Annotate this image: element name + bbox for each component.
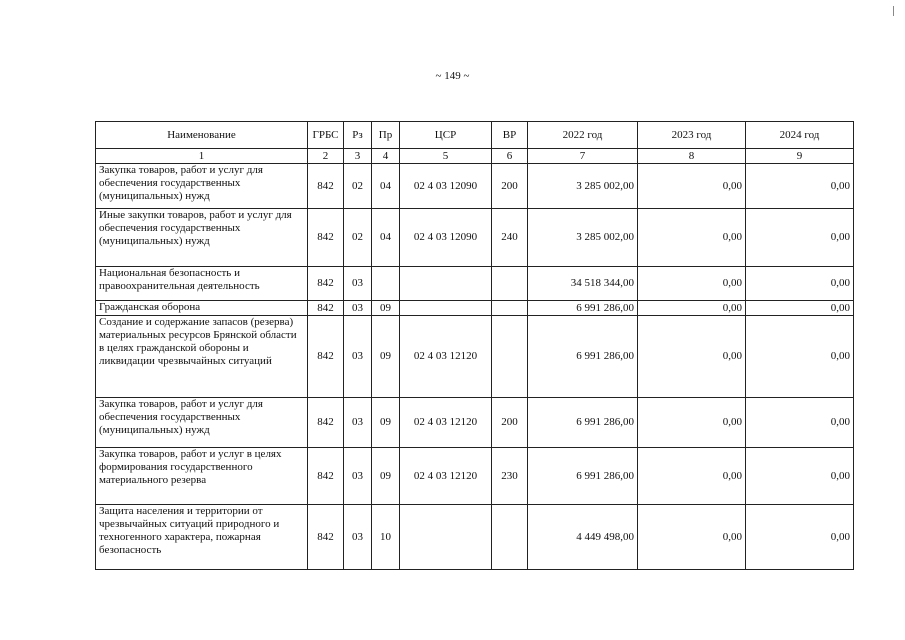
column-number: 6 xyxy=(492,149,528,164)
row-pr: 09 xyxy=(372,301,400,316)
row-grbs: 842 xyxy=(308,505,344,570)
row-pr: 09 xyxy=(372,448,400,505)
row-vr xyxy=(492,267,528,301)
column-number: 4 xyxy=(372,149,400,164)
row-rz: 03 xyxy=(344,267,372,301)
column-number: 8 xyxy=(638,149,746,164)
row-amount-2022: 6 991 286,00 xyxy=(528,448,638,505)
table-row xyxy=(96,301,854,316)
row-amount-2022: 6 991 286,00 xyxy=(528,316,638,398)
row-amount-2022: 3 285 002,00 xyxy=(528,209,638,267)
row-pr: 09 xyxy=(372,316,400,398)
row-rz: 03 xyxy=(344,398,372,448)
row-grbs: 842 xyxy=(308,316,344,398)
row-amount-2023: 0,00 xyxy=(638,505,746,570)
table-row xyxy=(96,164,854,209)
row-amount-2023: 0,00 xyxy=(638,448,746,505)
row-vr: 200 xyxy=(492,164,528,209)
row-pr: 04 xyxy=(372,164,400,209)
row-name: Закупка товаров, работ и услуг в целях формирования государственного материального резерва xyxy=(96,448,308,505)
table-row xyxy=(96,267,854,301)
row-amount-2024: 0,00 xyxy=(746,505,854,570)
row-grbs: 842 xyxy=(308,301,344,316)
row-amount-2023: 0,00 xyxy=(638,316,746,398)
row-amount-2024: 0,00 xyxy=(746,164,854,209)
column-number: 5 xyxy=(400,149,492,164)
row-name: Создание и содержание запасов (резерва) материальных ресурсов Брянской области в целях гражданской обороны и ликвидации чрезвычайных ситуаций xyxy=(96,316,308,398)
scan-edge-mark xyxy=(893,6,894,16)
row-amount-2023: 0,00 xyxy=(638,209,746,267)
row-amount-2022: 6 991 286,00 xyxy=(528,398,638,448)
row-amount-2024: 0,00 xyxy=(746,316,854,398)
page-number: ~ 149 ~ xyxy=(435,70,470,82)
row-csr: 02 4 03 12090 xyxy=(400,209,492,267)
row-amount-2022: 6 991 286,00 xyxy=(528,301,638,316)
row-grbs: 842 xyxy=(308,267,344,301)
column-number-row xyxy=(96,149,854,164)
row-amount-2022: 4 449 498,00 xyxy=(528,505,638,570)
row-csr: 02 4 03 12090 xyxy=(400,164,492,209)
row-rz: 02 xyxy=(344,164,372,209)
row-name: Национальная безопасность и правоохранительная деятельность xyxy=(96,267,308,301)
row-amount-2024: 0,00 xyxy=(746,448,854,505)
row-rz: 03 xyxy=(344,505,372,570)
header-csr: ЦСР xyxy=(400,122,492,149)
table-row xyxy=(96,448,854,505)
header-rz: Рз xyxy=(344,122,372,149)
row-amount-2023: 0,00 xyxy=(638,267,746,301)
table-row xyxy=(96,505,854,570)
row-amount-2023: 0,00 xyxy=(638,398,746,448)
row-vr xyxy=(492,301,528,316)
row-amount-2022: 34 518 344,00 xyxy=(528,267,638,301)
row-pr: 04 xyxy=(372,209,400,267)
row-rz: 03 xyxy=(344,301,372,316)
header-year-2024: 2024 год xyxy=(746,122,854,149)
row-vr xyxy=(492,505,528,570)
row-rz: 02 xyxy=(344,209,372,267)
row-vr: 200 xyxy=(492,398,528,448)
column-number: 3 xyxy=(344,149,372,164)
row-amount-2022: 3 285 002,00 xyxy=(528,164,638,209)
row-grbs: 842 xyxy=(308,398,344,448)
row-name: Защита населения и территории от чрезвычайных ситуаций природного и техногенного характера, пожарная безопасность xyxy=(96,505,308,570)
row-csr: 02 4 03 12120 xyxy=(400,448,492,505)
column-number: 7 xyxy=(528,149,638,164)
row-csr xyxy=(400,505,492,570)
header-pr: Пр xyxy=(372,122,400,149)
row-csr: 02 4 03 12120 xyxy=(400,398,492,448)
row-pr: 09 xyxy=(372,398,400,448)
column-number: 9 xyxy=(746,149,854,164)
table-row xyxy=(96,398,854,448)
header-name: Наименование xyxy=(96,122,308,149)
row-vr: 240 xyxy=(492,209,528,267)
column-number: 1 xyxy=(96,149,308,164)
row-name: Закупка товаров, работ и услуг для обеспечения государственных (муниципальных) нужд xyxy=(96,164,308,209)
row-vr xyxy=(492,316,528,398)
header-year-2023: 2023 год xyxy=(638,122,746,149)
header-year-2022: 2022 год xyxy=(528,122,638,149)
header-vr: ВР xyxy=(492,122,528,149)
row-rz: 03 xyxy=(344,448,372,505)
table-row xyxy=(96,209,854,267)
row-amount-2023: 0,00 xyxy=(638,301,746,316)
row-amount-2024: 0,00 xyxy=(746,301,854,316)
row-amount-2024: 0,00 xyxy=(746,209,854,267)
row-grbs: 842 xyxy=(308,448,344,505)
row-amount-2023: 0,00 xyxy=(638,164,746,209)
row-csr: 02 4 03 12120 xyxy=(400,316,492,398)
row-name: Гражданская оборона xyxy=(96,301,308,316)
row-csr xyxy=(400,267,492,301)
header-grbs: ГРБС xyxy=(308,122,344,149)
row-name: Иные закупки товаров, работ и услуг для обеспечения государственных (муниципальных) нужд xyxy=(96,209,308,267)
row-amount-2024: 0,00 xyxy=(746,398,854,448)
column-number: 2 xyxy=(308,149,344,164)
row-grbs: 842 xyxy=(308,209,344,267)
row-amount-2024: 0,00 xyxy=(746,267,854,301)
table-row xyxy=(96,316,854,398)
row-grbs: 842 xyxy=(308,164,344,209)
header-row xyxy=(96,122,854,149)
row-rz: 03 xyxy=(344,316,372,398)
row-vr: 230 xyxy=(492,448,528,505)
row-csr xyxy=(400,301,492,316)
row-name: Закупка товаров, работ и услуг для обеспечения государственных (муниципальных) нужд xyxy=(96,398,308,448)
budget-table xyxy=(95,121,854,570)
row-pr: 10 xyxy=(372,505,400,570)
row-pr xyxy=(372,267,400,301)
